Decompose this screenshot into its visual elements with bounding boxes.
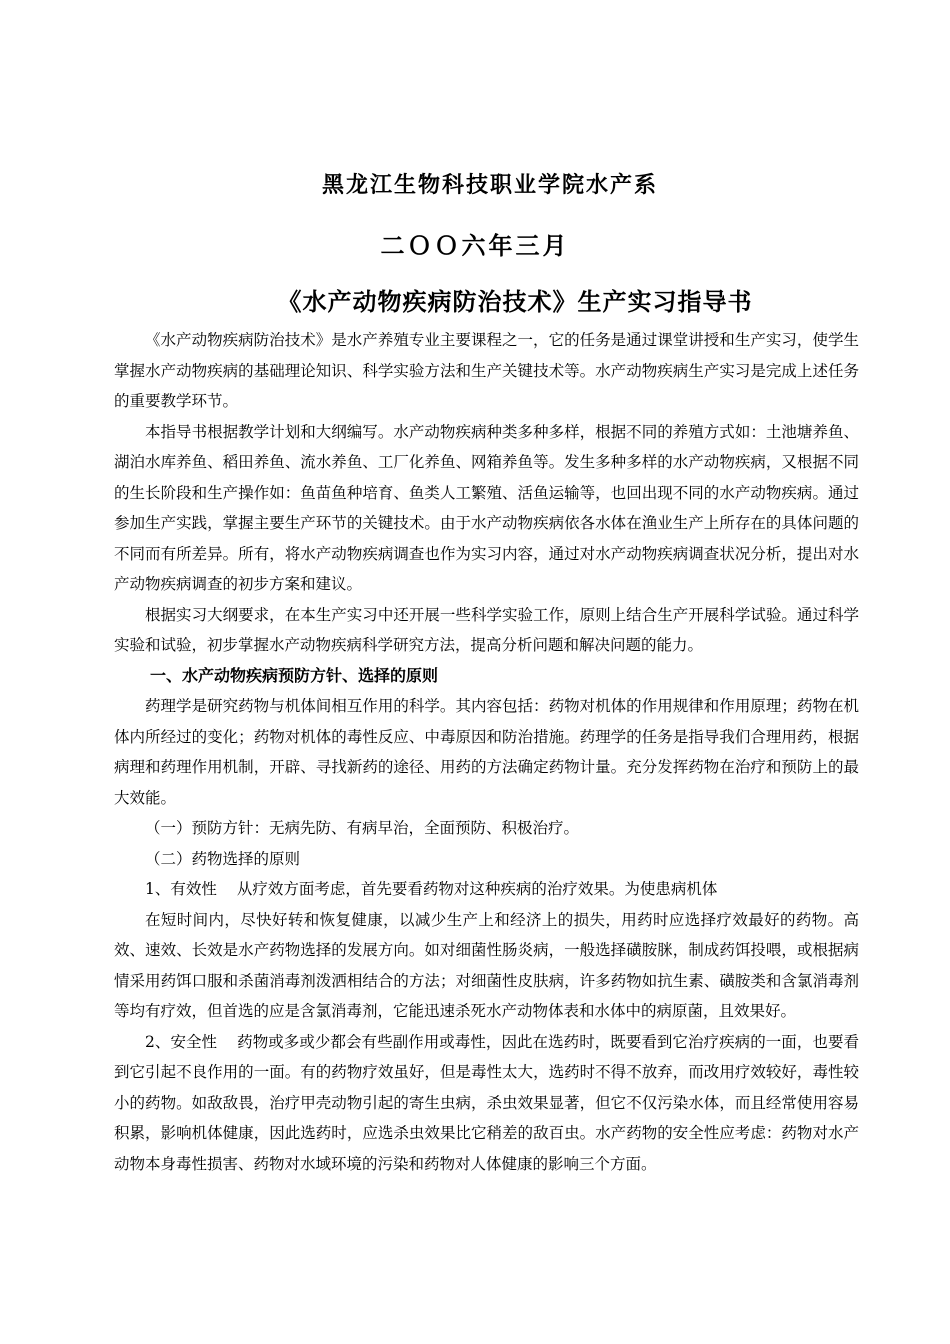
- effectiveness-lead: 从疗效方面考虑，首先要看药物对这种疾病的治疗效果。为使患病机体: [236, 880, 718, 898]
- document-title: 《水产动物疾病防治技术》生产实习指导书: [277, 287, 753, 316]
- safety-body: 药物或多或少都会有些副作用或毒性，因此在选药时，既要看到它治疗疾病的一面，也要看到它引起不良作用的一面。有的药物疗效虽好，但是毒性太大，选药时不得不放弃，而改用疗效较好，毒性较小的药物。如敌敌畏，治疗甲壳动物引起的寄生虫病，杀虫效果显著，但它不仅污染水体，而且经常使用容易积累，影响机体健康，因此选药时，应选杀虫效果比它稍差的敌百虫。水产药物的安全性应考虑：药物对水产动物本身毒性损害、药物对水域环境的污染和药物对人体健康的影响三个方面。: [114, 1032, 859, 1173]
- pharmacology-paragraph: 药理学是研究药物与机体间相互作用的科学。其内容包括：药物对机体的作用规律和作用原理；药物在机体内所经过的变化；药物对机体的毒性反应、中毒原因和防治措施。药理学的任务是指导我们合理用药，根据病理和药理作用机制，开辟、寻找新药的途径、用药的方法确定药物计量。充分发挥药物在治疗和预防上的最大效能。: [114, 697, 859, 807]
- effectiveness-body: 在短时间内，尽快好转和恢复健康，以减少生产上和经济上的损失，用药时应选择疗效最好的药物。高效、速效、长效是水产药物选择的发展方向。如对细菌性肠炎病，一般选择磺胺脒，制成药饵投喂，或根据病情采用药饵口服和杀菌消毒剂泼洒相结合的方法；对细菌性皮肤病，许多药物如抗生素、磺胺类和含氯消毒剂等均有疗效，但首选的应是含氯消毒剂，它能迅速杀死水产动物体表和水体中的病原菌，且效果好。: [114, 910, 859, 1020]
- drug-selection-heading: （二）药物选择的原则: [145, 849, 301, 868]
- effectiveness-paragraph: [114, 874, 859, 905]
- outline-paragraph: 根据实习大纲要求，在本生产实习中还开展一些科学实验工作，原则上结合生产开展科学试验。通过科学实验和试验，初步掌握水产动物疾病科学研究方法，提高分析问题和解决问题的能力。: [114, 605, 859, 654]
- document-body: [114, 325, 859, 1179]
- safety-label: 2、安全性: [145, 1032, 218, 1051]
- document-date: 二ＯＯ六年三月: [380, 231, 570, 260]
- intro-paragraph: 《水产动物疾病防治技术》是水产养殖专业主要课程之一，它的任务是通过课堂讲授和生产实习，使学生掌握水产动物疾病的基础理论知识、科学实验方法和生产关键技术等。水产动物疾病生产实习是完成上述任务的重要教学环节。: [114, 331, 859, 410]
- section-heading: 一、水产动物疾病预防方针、选择的原则: [150, 665, 439, 685]
- safety-paragraph: [114, 1027, 859, 1180]
- prevention-policy: （一）预防方针：无病先防、有病早治，全面预防、积极治疗。: [145, 819, 580, 837]
- guide-paragraph: 本指导书根据教学计划和大纲编写。水产动物疾病种类多种多样，根据不同的养殖方式如：土池塘养鱼、湖泊水库养鱼、稻田养鱼、流水养鱼、工厂化养鱼、网箱养鱼等。发生多种多样的水产动物疾病，又根据不同的生长阶段和生产操作如：鱼苗鱼种培育、鱼类人工繁殖、活鱼运输等，也回出现不同的水产动物疾病。通过参加生产实践，掌握主要生产环节的关键技术。由于水产动物疾病依各水体在渔业生产上所存在的具体问题的不同而有所差异。所有，将水产动物疾病调查也作为实习内容，通过对水产动物疾病调查状况分析，提出对水产动物疾病调查的初步方案和建议。: [114, 422, 859, 593]
- effectiveness-label: 1、有效性: [145, 880, 217, 898]
- institution-title: 黑龙江生物科技职业学院水产系: [321, 172, 658, 198]
